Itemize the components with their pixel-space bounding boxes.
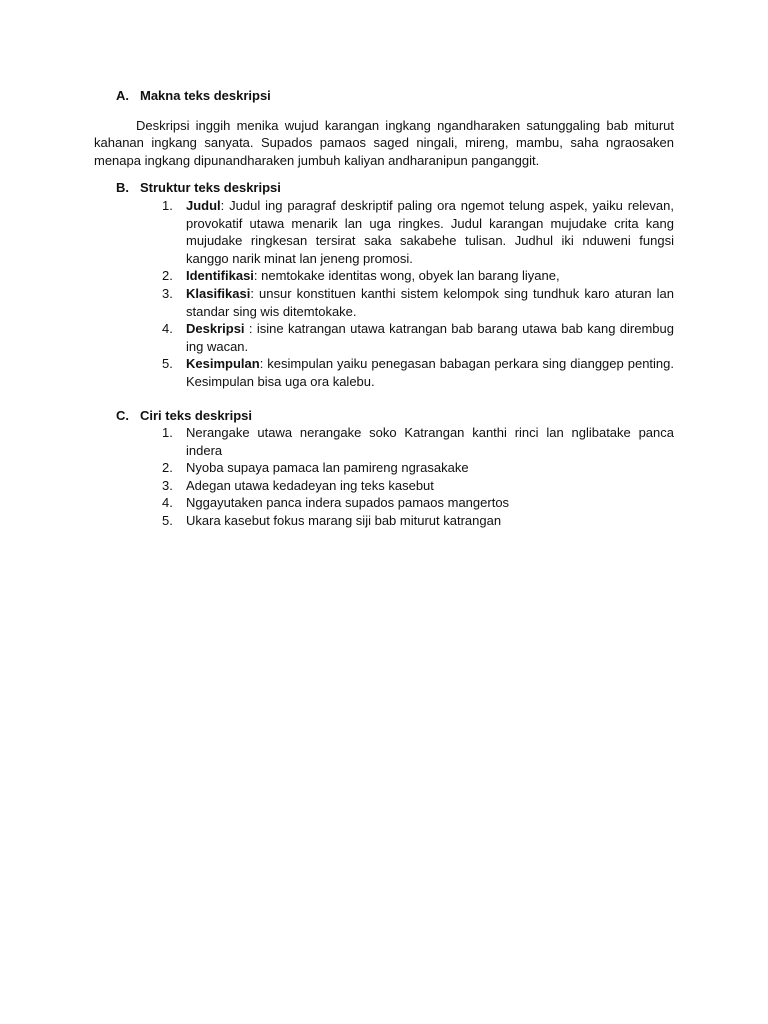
section-a-paragraph: Deskripsi inggih menika wujud karangan ingkang ngandharaken satunggaling bab miturut kahanan ingkang sanyata. Supados pamaos saged ningali, mireng, mambu, saha ngraosaken menapa ingkang dipunandharaken jumbuh kaliyan andharanipun panganggit.: [94, 117, 674, 168]
list-item-text: Nerangake utawa nerangake soko Katrangan kanthi rinci lan nglibatake panca indera: [186, 425, 674, 458]
list-item-term: Kesimpulan: [186, 356, 260, 372]
characteristic-item: [94, 477, 674, 495]
section-c-title: Ciri teks deskripsi: [140, 407, 252, 423]
list-number: 5.: [162, 513, 173, 529]
list-number: 3.: [162, 285, 173, 301]
structure-item-kesimpulan: [94, 355, 674, 390]
list-number: 4.: [162, 495, 173, 511]
list-item-text: Nyoba supaya pamaca lan pamireng ngrasakake: [186, 460, 469, 476]
section-b-title: Struktur teks deskripsi: [140, 180, 281, 196]
section-a-title: Makna teks deskripsi: [140, 88, 271, 103]
characteristic-item: [94, 459, 674, 477]
list-item-text: : unsur konstituen kanthi sistem kelompok sing tundhuk karo aturan lan standar sing wis ditemtokake.: [186, 285, 674, 319]
characteristic-item: [94, 424, 674, 459]
document-body: [94, 87, 674, 530]
structure-list: [94, 197, 674, 391]
list-item-body: [186, 320, 674, 355]
characteristic-item: [94, 512, 674, 530]
section-a-letter: A.: [116, 88, 129, 103]
structure-item-klasifikasi: [94, 285, 674, 320]
list-number: 2.: [162, 460, 173, 476]
list-item-term: Judul: [186, 197, 221, 213]
list-number: 5.: [162, 356, 173, 372]
list-item-term: Identifikasi: [186, 268, 254, 284]
list-item-text: Adegan utawa kedadeyan ing teks kasebut: [186, 477, 434, 493]
list-number: 4.: [162, 321, 173, 337]
list-item-body: [186, 285, 674, 320]
list-item-text: Ukara kasebut fokus marang siji bab miturut katrangan: [186, 513, 502, 529]
list-item-text: : isine katrangan utawa katrangan bab barang utawa bab kang dirembug ing wacan.: [186, 321, 674, 354]
characteristics-list: [94, 424, 674, 530]
structure-item-judul: [94, 197, 674, 267]
list-item-body: [186, 197, 674, 267]
list-item-text: : Judul ing paragraf deskriptif paling ora ngemot telung aspek, yaiku relevan, provokatif utawa menarik lan uga ringkes. Judul karangan mujudake crita kang mujudake ringkesan tersirat saka sakabehe tulisan. Judhul iki nduweni fungsi kanggo narik minat lan jeneng promosi.: [186, 197, 674, 266]
list-number: 1.: [162, 197, 173, 213]
list-number: 1.: [162, 425, 173, 441]
section-b-letter: B.: [116, 180, 129, 196]
section-c-heading: [94, 407, 674, 425]
structure-item-identifikasi: [94, 267, 674, 285]
structure-item-deskripsi: [94, 320, 674, 355]
list-item-term: Klasifikasi: [186, 285, 251, 301]
list-number: 2.: [162, 268, 173, 284]
list-item-text: : nemtokake identitas wong, obyek lan barang liyane,: [253, 268, 560, 284]
list-item-body: [186, 355, 674, 390]
list-item-text: Nggayutaken panca indera supados pamaos mangertos: [186, 495, 510, 511]
list-item-text: : kesimpulan yaiku penegasan babagan perkara sing dianggep penting. Kesimpulan bisa uga ora kalebu.: [186, 356, 674, 389]
section-b-heading: [94, 179, 674, 197]
section-c-letter: C.: [116, 407, 129, 423]
list-item-term: Deskripsi: [186, 321, 245, 337]
characteristic-item: [94, 494, 674, 512]
list-item-body: [186, 267, 674, 285]
list-number: 3.: [162, 477, 173, 493]
section-a-heading: [94, 87, 674, 105]
